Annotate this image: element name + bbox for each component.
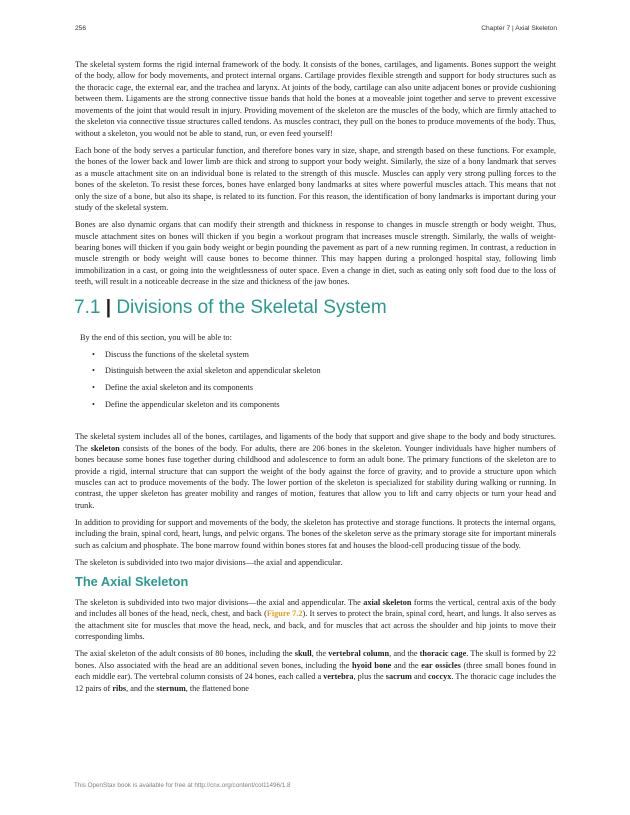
- intro-paragraph: The skeletal system forms the rigid internal framework of the body. It consists of the bones, cartilages, and ligaments. Bones support the weight of the body, allow for body movements, and protect internal organs. Cartilage provides flexible strength and support for body structures such as the thoracic cage, the external ear, and the trachea and larynx. At joints of the body, cartilage can also unite adjacent bones or provide cushioning between them. Ligaments are the strong connective tissue bands that hold the bones at a moveable joint together and serve to prevent excessive movements of the joint that would result in injury. Providing movement of the skeleton are the muscles of the body, which are firmly attached to the skeleton via connective tissue structures called tendons. As muscles contract, they pull on the bones to produce movements of the body. Thus, without a skeleton, you would not be able to stand, run, or even feed yourself!: [75, 60, 556, 138]
- objective-item: • Distinguish between the axial skeleton and appendicular skeleton: [92, 366, 321, 376]
- section-title-text: Divisions of the Skeletal System: [116, 296, 387, 318]
- objective-item: • Define the axial skeleton and its components: [92, 382, 254, 392]
- bullet-icon: •: [92, 366, 95, 376]
- section-title: [74, 296, 556, 320]
- key-term: vertebral column: [328, 649, 390, 659]
- intro-paragraph: Each bone of the body serves a particular function, and therefore bones vary in size, shape, and strength based on these functions. For example, the bones of the lower back and lower limb are thick and strong to support your body weight. Similarly, the size of a bony landmark that serves as a muscle attachment site on an individual bone is related to the strength of this muscle. Muscles can apply very strong pulling forces to the bones of the skeleton. To resist these forces, bones have enlarged bony landmarks at sites where powerful muscles attach. This means that not only the size of a bone, but also its shape, is related to its function. For this reason, the identification of bony landmarks is important during your study of the skeletal system.: [75, 145, 556, 213]
- bullet-icon: •: [92, 399, 95, 409]
- objective-item: • Discuss the functions of the skeletal system: [92, 349, 249, 359]
- page-footer: This OpenStax book is available for free at http://cnx.org/content/col11496/1.8: [74, 782, 291, 789]
- key-term: hyoid bone: [352, 660, 392, 670]
- learning-objectives: [80, 332, 556, 410]
- key-term: skull: [294, 649, 312, 659]
- objectives-list: [80, 349, 556, 410]
- key-term: sacrum: [385, 672, 412, 682]
- key-term: vertebra: [323, 672, 354, 682]
- intro-paragraph: Bones are also dynamic organs that can modify their strength and thickness in response to changes in muscle strength or body weight. Thus, muscle attachment sites on bones will thicken if you begin a workout program that increases muscle strength. Similarly, the walls of weight-bearing bones will thicken if you gain body weight or begin pounding the pavement as part of a new running regimen. In contrast, a reduction in muscle strength or body weight will cause bones to become thinner. This may happen during a prolonged hospital stay, following limb immobilization in a cast, or going into the weightlessness of outer space. Even a change in diet, such as eating only soft food due to the loss of teeth, will result in a noticeable decrease in the size and thickness of the jaw bones.: [75, 220, 556, 287]
- page-number: 256: [75, 25, 87, 32]
- section-separator: |: [105, 296, 112, 318]
- figure-link[interactable]: Figure 7.2: [266, 609, 303, 619]
- chapter-title: Chapter 7 | Axial Skeleton: [481, 25, 557, 32]
- key-term: coccyx: [428, 672, 452, 682]
- section-paragraph: The skeleton is subdivided into two major divisions—the axial and appendicular.: [75, 557, 343, 567]
- key-term: skeleton: [90, 443, 120, 453]
- key-term: ear ossicles: [421, 660, 461, 670]
- subsection-title: The Axial Skeleton: [75, 573, 189, 589]
- axial-paragraph: The axial skeleton of the adult consists of 80 bones, including the skull, the vertebral column, and the thoracic cage. The skull is formed by 22 bones. Also associated with the head are an additional seven bones, including the hyoid bone and the ear ossicles (three small bones found in each middle ear). The vertebral column consists of 24 bones, each called a vertebra, plus the sacrum and coccyx. The thoracic cage includes the 12 pairs of ribs, and the sternum, the flattened bone: [75, 649, 556, 693]
- running-header: [75, 25, 557, 37]
- objective-item: • Define the appendicular skeleton and its components: [92, 399, 280, 409]
- bullet-icon: •: [92, 382, 95, 392]
- section-number: 7.1: [74, 296, 101, 318]
- key-term: sternum: [156, 683, 186, 693]
- key-term: thoracic cage: [419, 649, 467, 659]
- bullet-icon: •: [92, 349, 95, 359]
- key-term: axial skeleton: [363, 597, 412, 607]
- axial-paragraph: The skeleton is subdivided into two major divisions—the axial and appendicular. The axial skeleton forms the vertical, central axis of the body and includes all bones of the head, neck, chest, and back (Figure 7.2). It serves to protect the brain, spinal cord, heart, and lungs. It also serves as the attachment site for muscles that move the head, neck, and back, and for muscles that act across the shoulder and hip joints to move their corresponding limbs.: [75, 597, 556, 642]
- spacer: [75, 415, 556, 431]
- objectives-intro: By the end of this section, you will be able to:: [80, 332, 232, 342]
- section-paragraph: The skeletal system includes all of the bones, cartilages, and ligaments of the body that support and give shape to the body and body structures. The skeleton consists of the bones of the body. For adults, there are 206 bones in the skeleton. Younger individuals have higher numbers of bones because some bones fuse together during childhood and adolescence to form an adult bone. The primary functions of the skeleton are to provide a rigid, internal structure that can support the weight of the body against the force of gravity, and to provide a structure upon which muscles can act to produce movements of the body. The lower portion of the skeleton is specialized for stability during walking or running. In contrast, the upper skeleton has greater mobility and ranges of motion, features that allow you to lift and carry objects or turn your head and trunk.: [75, 432, 556, 510]
- key-term: ribs: [112, 683, 127, 693]
- page-content: [75, 59, 556, 700]
- section-paragraph: In addition to providing for support and movements of the body, the skeleton has protective and storage functions. It protects the internal organs, including the brain, spinal cord, heart, lungs, and pelvic organs. The bones of the skeleton serve as the primary storage site for important minerals such as calcium and phosphate. The bone marrow found within bones stores fat and houses the blood-cell producing tissue of the body.: [75, 517, 556, 550]
